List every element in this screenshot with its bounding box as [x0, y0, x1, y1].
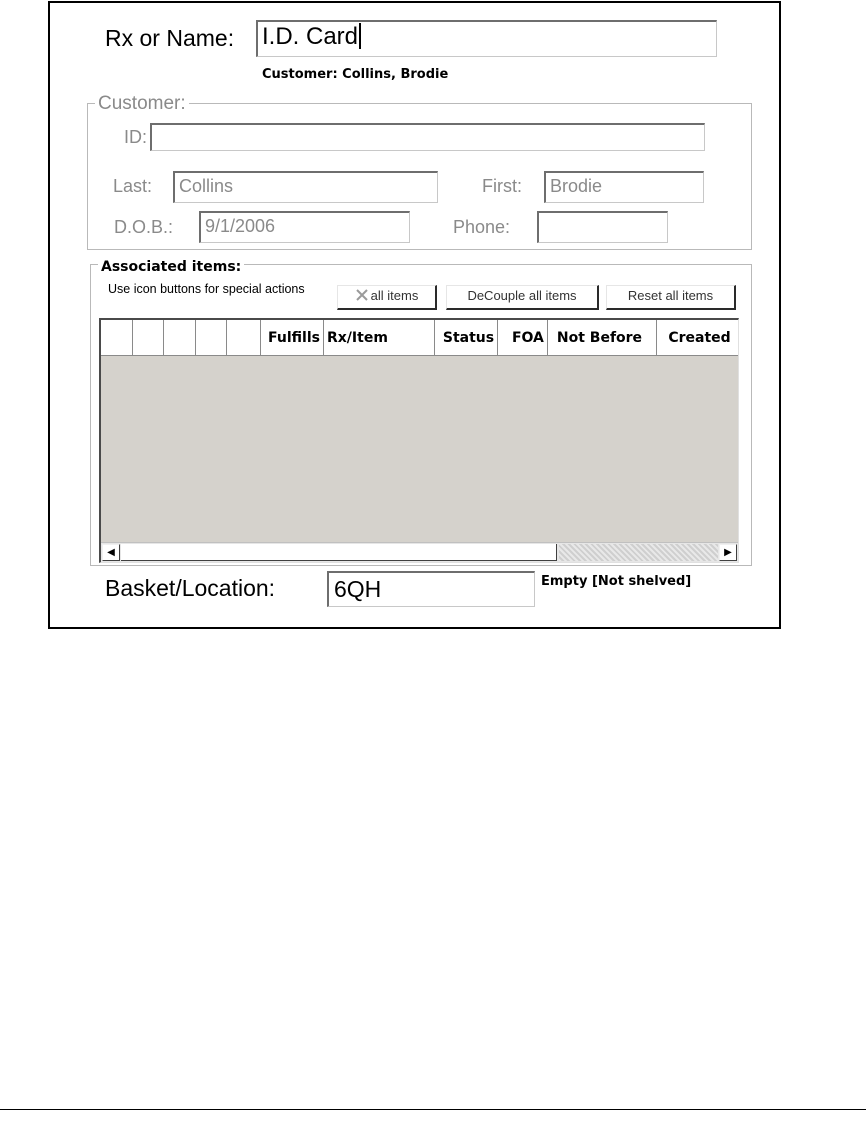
grid-column-status[interactable]: Status: [435, 320, 498, 355]
customer-first-input[interactable]: Brodie: [544, 171, 704, 203]
customer-phone-label: Phone:: [453, 217, 511, 237]
grid-column-header[interactable]: [164, 320, 196, 355]
rx-or-name-value: I.D. Card: [262, 23, 359, 50]
grid-column-header[interactable]: [133, 320, 164, 355]
customer-dob-label: D.O.B.:: [114, 217, 174, 237]
basket-location-input[interactable]: 6QH: [327, 571, 535, 607]
basket-location-label: Basket/Location:: [105, 575, 276, 601]
grid-column-fulfills[interactable]: Fulfills: [261, 320, 324, 355]
grid-column-header[interactable]: [196, 320, 228, 355]
customer-id-label: ID:: [124, 127, 148, 147]
rx-or-name-input[interactable]: [256, 20, 717, 57]
customer-line: Customer: Collins, Brodie: [262, 67, 449, 82]
grid-column-header[interactable]: [227, 320, 261, 355]
customer-phone-input[interactable]: [537, 211, 668, 243]
arrow-right-icon[interactable]: ▶: [719, 544, 737, 561]
scrollbar-thumb[interactable]: [121, 544, 557, 561]
x-icon: [355, 288, 369, 302]
rx-or-name-label: Rx or Name:: [105, 25, 235, 51]
associated-items-hint: Use icon buttons for special actions: [108, 282, 305, 296]
associated-items-legend: Associated items:: [98, 260, 244, 274]
grid-column-created[interactable]: Created: [668, 330, 731, 346]
page-divider: [0, 1109, 866, 1110]
remove-all-items-button[interactable]: [337, 285, 437, 310]
grid-column-foa[interactable]: FOA: [498, 320, 548, 355]
customer-last-input[interactable]: Collins: [173, 171, 438, 203]
associated-items-grid[interactable]: [99, 318, 739, 563]
arrow-left-icon[interactable]: ◀: [102, 544, 120, 561]
scrollbar-track[interactable]: [559, 544, 718, 561]
horizontal-scrollbar[interactable]: [101, 542, 738, 562]
grid-column-header[interactable]: [101, 320, 133, 355]
basket-status: Empty [Not shelved]: [541, 574, 692, 589]
customer-dob-input[interactable]: 9/1/2006: [199, 211, 410, 243]
customer-id-input[interactable]: [150, 123, 705, 151]
customer-first-label: First:: [482, 176, 522, 196]
text-caret: [359, 23, 361, 49]
remove-all-items-label: all items: [370, 288, 419, 303]
reset-all-items-button[interactable]: Reset all items: [606, 285, 736, 310]
grid-column-rx-item[interactable]: Rx/Item: [324, 320, 435, 355]
grid-body: [101, 356, 738, 542]
decouple-all-items-button[interactable]: DeCouple all items: [446, 285, 599, 310]
grid-header: [101, 320, 738, 356]
customer-last-label: Last:: [113, 176, 153, 196]
customer-legend: Customer:: [95, 94, 189, 113]
grid-column-not-before[interactable]: Not Before: [548, 320, 657, 355]
